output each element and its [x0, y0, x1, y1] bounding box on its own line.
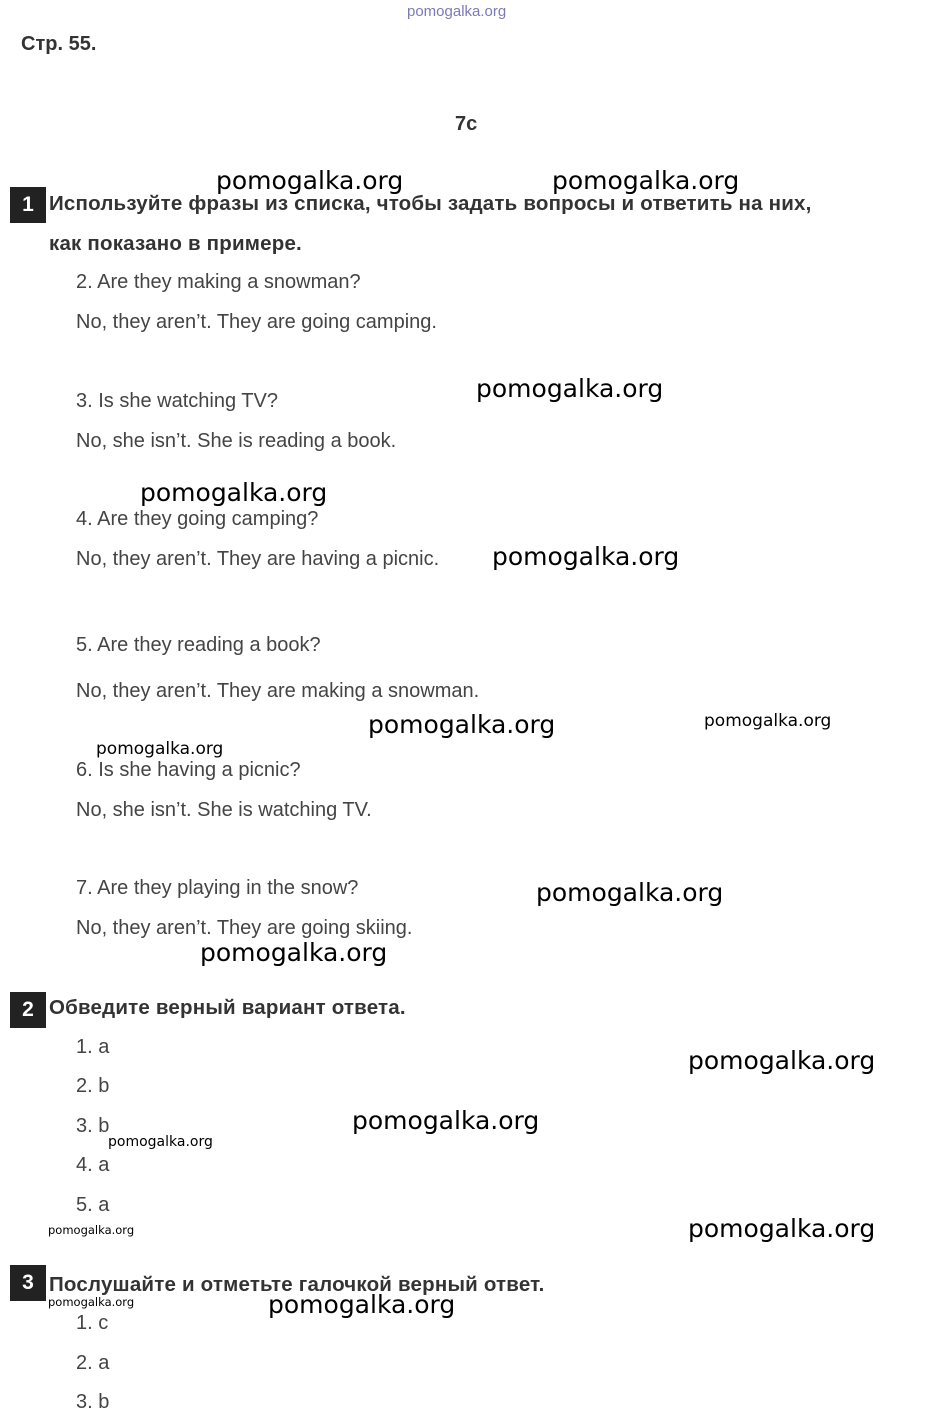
watermark: pomogalka.org: [96, 739, 224, 759]
watermark: pomogalka.org: [200, 938, 388, 967]
exercise-3-number-badge: 3: [10, 1265, 46, 1301]
watermark: pomogalka.org: [552, 166, 740, 195]
watermark: pomogalka.org: [48, 1223, 135, 1237]
watermark: pomogalka.org: [352, 1106, 540, 1135]
watermark: pomogalka.org: [688, 1214, 876, 1243]
unit-title: 7c: [455, 113, 478, 135]
exercise-3-answer-1: 1. c: [76, 1312, 109, 1334]
exercise-3-answer-2: 2. a: [76, 1352, 110, 1374]
exercise-1-question-7: 7. Are they playing in the snow?: [76, 877, 359, 899]
exercise-1-question-5: 5. Are they reading a book?: [76, 634, 321, 656]
exercise-1-answer-7: No, they aren’t. They are going skiing.: [76, 917, 413, 939]
watermark: pomogalka.org: [48, 1295, 135, 1309]
exercise-1-question-3: 3. Is she watching TV?: [76, 390, 278, 412]
watermark: pomogalka.org: [704, 711, 832, 731]
exercise-2-answer-3: 3. b: [76, 1115, 110, 1137]
exercise-1-answer-4: No, they aren’t. They are having a picnic.: [76, 548, 440, 570]
exercise-1-number-badge: 1: [10, 187, 46, 223]
exercise-2-number-badge: 2: [10, 992, 46, 1028]
exercise-3-answer-3: 3. b: [76, 1391, 110, 1413]
exercise-1-answer-5: No, they aren’t. They are making a snowman.: [76, 680, 480, 702]
exercise-1-answer-6: No, she isn’t. She is watching TV.: [76, 799, 372, 821]
exercise-1-question-6: 6. Is she having a picnic?: [76, 759, 301, 781]
watermark: pomogalka.org: [368, 710, 556, 739]
watermark: pomogalka.org: [140, 478, 328, 507]
exercise-3-instruction: Послушайте и отметьте галочкой верный ответ.: [49, 1273, 545, 1296]
watermark: pomogalka.org: [216, 166, 404, 195]
watermark-top: pomogalka.org: [407, 3, 507, 20]
exercise-1-question-4: 4. Are they going camping?: [76, 508, 319, 530]
watermark: pomogalka.org: [108, 1134, 213, 1150]
exercise-1-answer-2: No, they aren’t. They are going camping.: [76, 311, 437, 333]
watermark: pomogalka.org: [688, 1046, 876, 1075]
page-reference: Стр. 55.: [21, 33, 97, 55]
exercise-2-answer-1: 1. a: [76, 1036, 110, 1058]
watermark: pomogalka.org: [492, 542, 680, 571]
exercise-2-answer-2: 2. b: [76, 1075, 110, 1097]
exercise-1-instruction-cont: как показано в примере.: [49, 232, 302, 255]
exercise-2-answer-4: 4. a: [76, 1154, 110, 1176]
exercise-1-question-2: 2. Are they making a snowman?: [76, 271, 361, 293]
watermark: pomogalka.org: [476, 374, 664, 403]
exercise-1-instruction: Используйте фразы из списка, чтобы задать вопросы и ответить на них,: [49, 192, 812, 215]
watermark: pomogalka.org: [536, 878, 724, 907]
exercise-2-answer-5: 5. a: [76, 1194, 110, 1216]
watermark: pomogalka.org: [268, 1290, 456, 1319]
exercise-2-instruction: Обведите верный вариант ответа.: [49, 996, 406, 1019]
exercise-1-answer-3: No, she isn’t. She is reading a book.: [76, 430, 397, 452]
